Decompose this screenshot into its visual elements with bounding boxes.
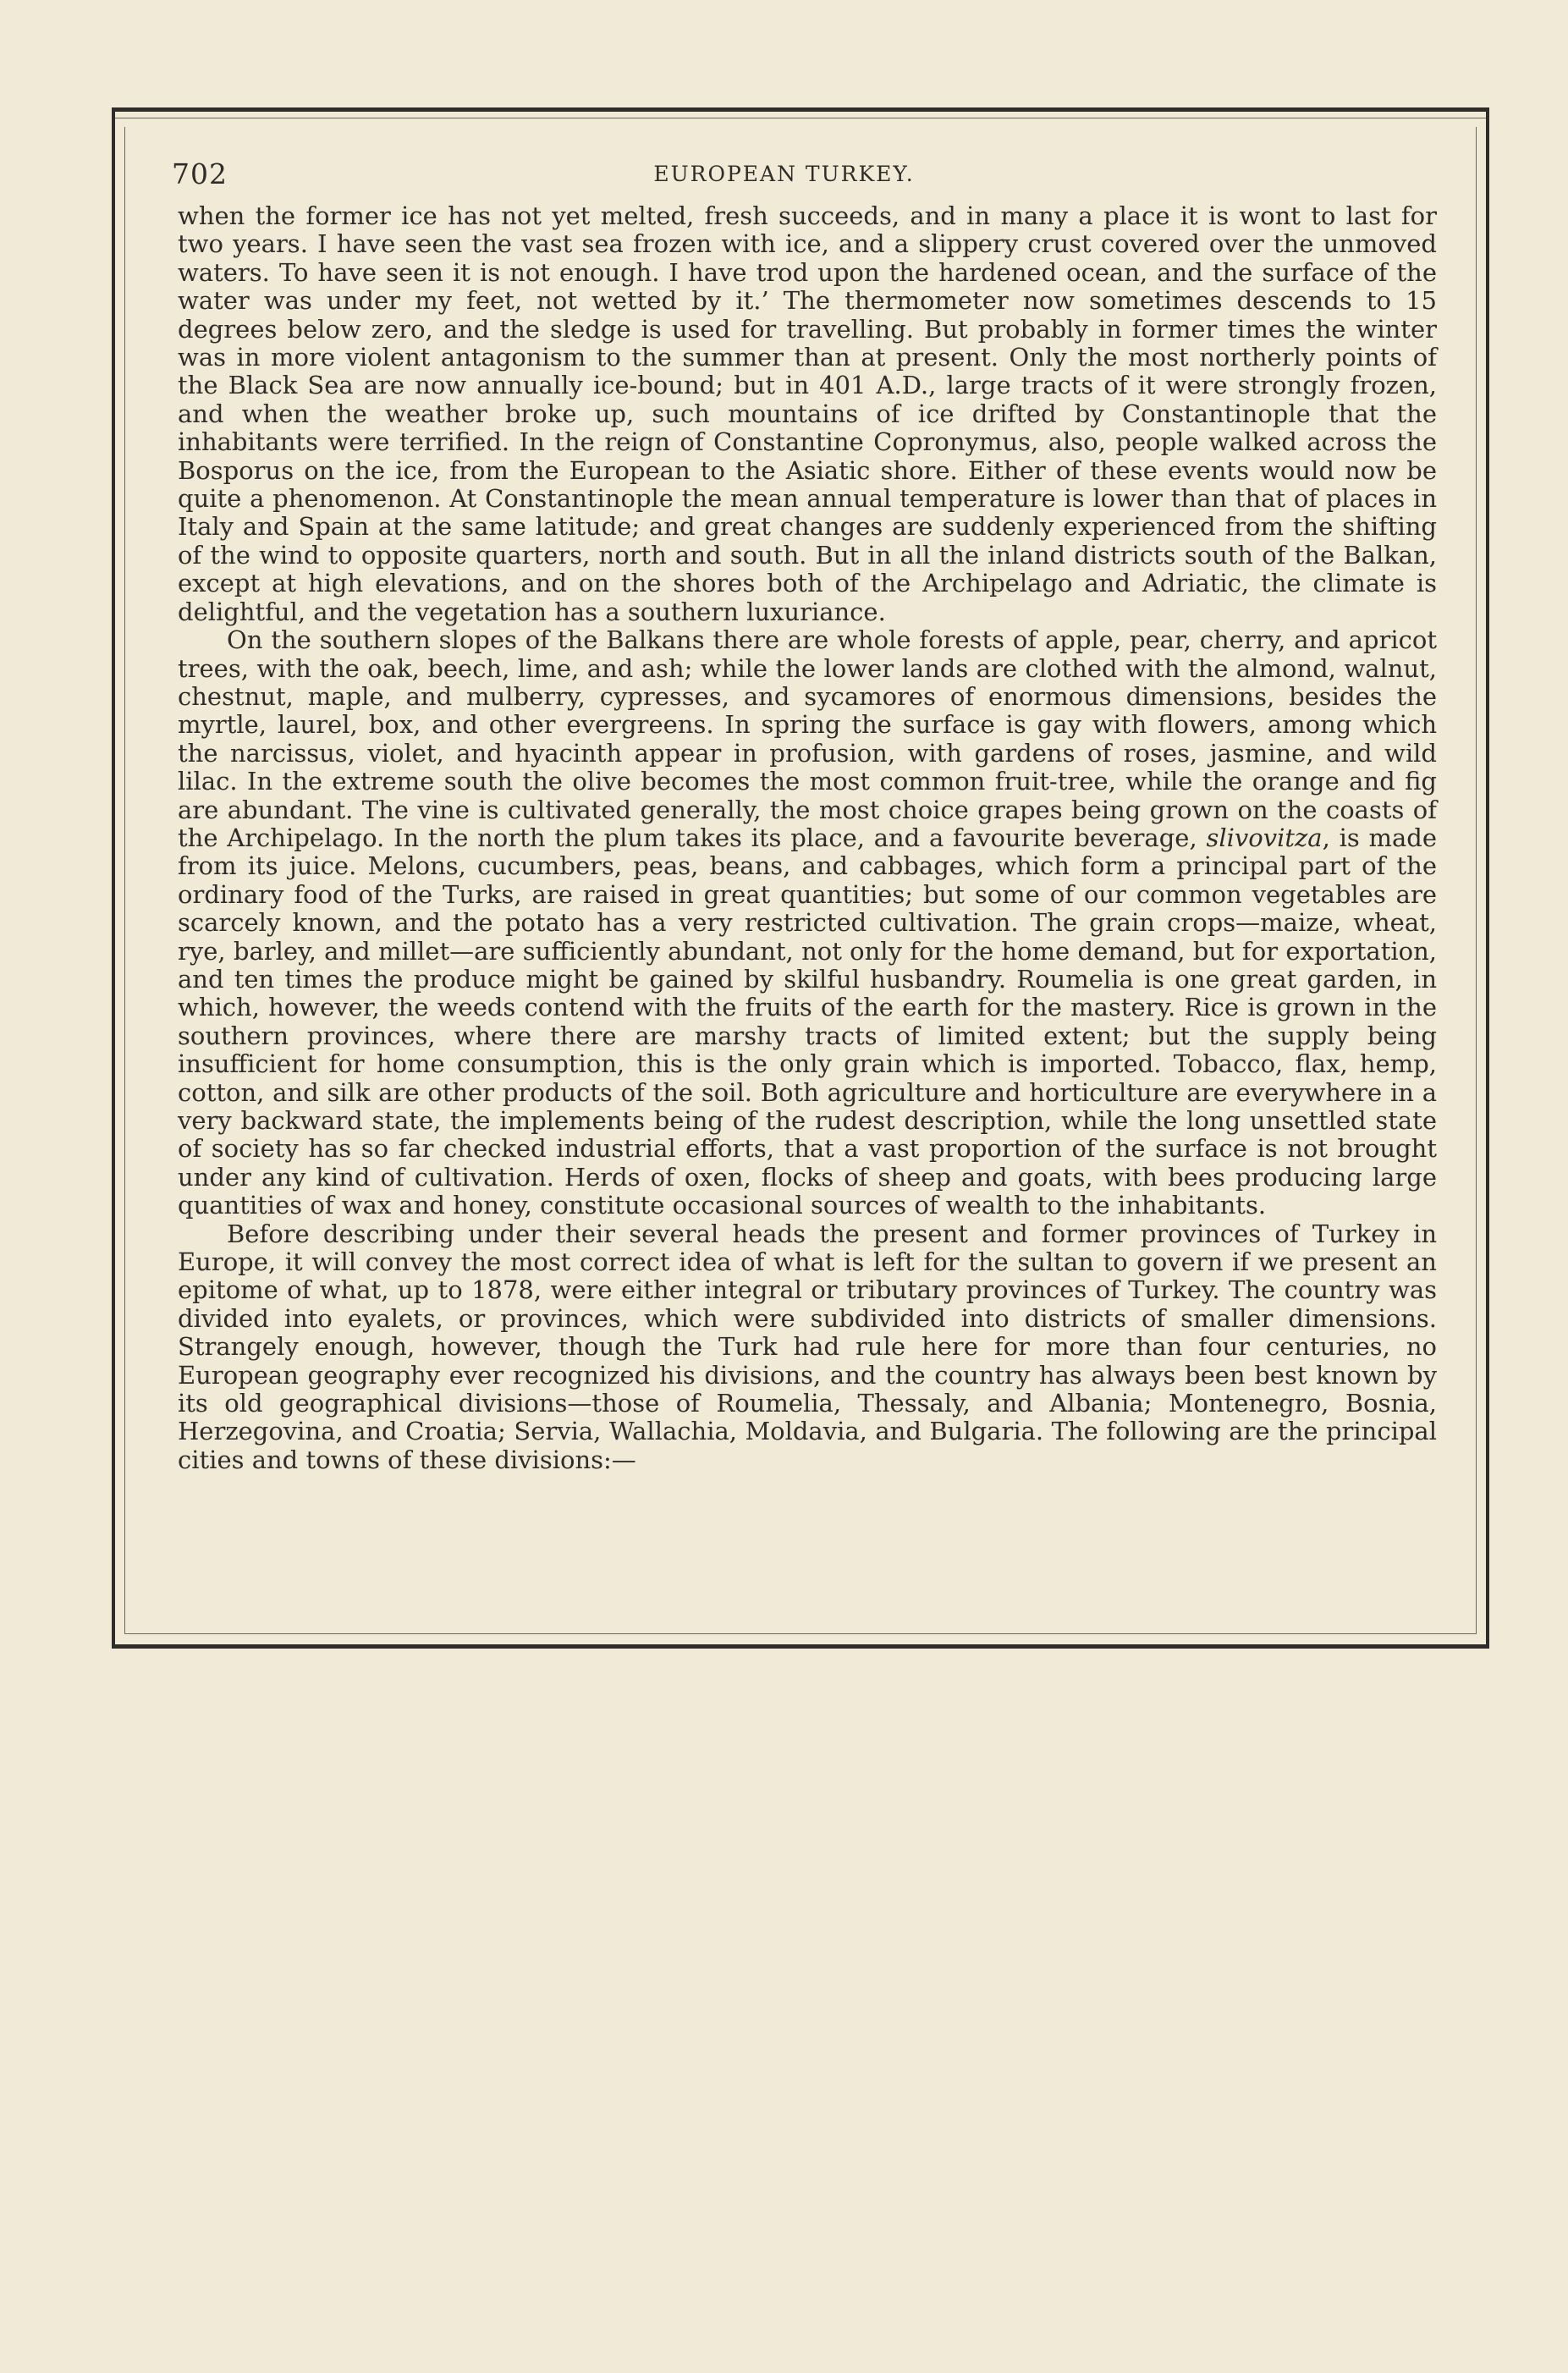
paragraph-continued	[178, 202, 1437, 626]
frame-bottom-thin-rule	[124, 1633, 1477, 1634]
frame-bottom-thick-rule	[112, 1644, 1489, 1649]
paragraph-vegetation	[178, 626, 1437, 1220]
frame-right-inner-rule	[1476, 127, 1477, 1633]
paragraph-text: when the former ice has not yet melted, fresh succeeds, and in many a place it is wont to last for two years. I have seen the vast sea frozen with ice, and a slippery crust covered over the unmoved waters. To have seen it is not enough. I have trod upon the hardened ocean, and the surface of the water was under my feet, not wetted by it.’ The thermometer now sometimes descends to 15 degrees below zero, and the sledge is used for travelling. But probably in former times the winter was in more violent antagonism to the summer than at present. Only the most northerly points of the Black Sea are now annually ice-bound; but in 401 A.D., large tracts of it were strongly frozen, and when the weather broke up, such mountains of ice drifted by Constantinople that the inhabitants were terrified. In the reign of Constantine Copronymus, also, people walked across the Bosporus on the ice, from the European to the Asiatic shore. Either of these events would now be quite a phenomenon. At Constantinople the mean annual temperature is lower than that of places in Italy and Spain at the same latitude; and great changes are suddenly experienced from the shifting of the wind to opposite quarters, north and south. But in all the inland districts south of the Balkan, except at high elevations, and on the shores both of the Archipelago and Adriatic, the climate is delightful, and the vegetation has a southern luxuriance.	[178, 201, 1437, 626]
paragraph-text: Before describing under their several heads the present and former provinces of Turkey in Europe, it will convey the most correct idea of what is left for the sultan to govern if we present an epitome of what, up to 1878, were either integral or tributary provinces of Turkey. The country was divided into eyalets, or provinces, which were subdivided into districts of smaller dimensions. Strangely enough, however, though the Turk had rule here for more than four centuries, no European geography ever recognized his divisions, and the country has always been best known by its old geographical divisions—those of Roumelia, Thessaly, and Albania; Montenegro, Bosnia, Herzegovina, and Croatia; Servia, Wallachia, Moldavia, and Bulgaria. The following are the principal cities and towns of these divisions:—	[178, 1219, 1437, 1474]
page-number: 702	[172, 157, 228, 190]
frame-right-outer-rule	[1486, 107, 1489, 1648]
frame-left-inner-rule	[124, 127, 125, 1633]
running-head: EUROPEAN TURKEY.	[653, 162, 915, 186]
frame-top-thick-rule	[112, 107, 1489, 112]
paragraph-text: On the southern slopes of the Balkans there are whole forests of apple, pear, cherry, and apricot trees, with the oak, beech, lime, and ash; while the lower lands are clothed with the almond, walnut, chestnut, maple, and mulberry, cypresses, and sycamores of enormous dimensions, besides the myrtle, laurel, box, and other evergreens. In spring the surface is gay with flowers, among which the narcissus, violet, and hyacinth appear in profusion, with gardens of roses, jasmine, and wild lilac. In the extreme south the olive becomes the most common fruit-tree, while the orange and fig are abundant. The vine is cultivated generally, the most choice grapes being grown on the coasts of the Archipelago. In the north the plum takes its place, and a favourite beverage,	[178, 625, 1437, 852]
frame-left-outer-rule	[112, 107, 115, 1648]
italic-term-slivovitza: slivovitza	[1206, 823, 1323, 852]
paragraph-text: , is made from its juice. Melons, cucumbers, peas, beans, and cabbages, which form a principal part of the ordinary food of the Turks, are raised in great quantities; but some of our common vegetables are scarcely known, and the potato has a very restricted cultivation. The grain crops—maize, wheat, rye, barley, and millet—are sufficiently abundant, not only for the home demand, but for exportation, and ten times the produce might be gained by skilful husbandry. Roumelia is one great garden, in which, however, the weeds contend with the fruits of the earth for the mastery. Rice is grown in the southern provinces, where there are marshy tracts of limited extent; but the supply being insufficient for home consumption, this is the only grain which is imported. Tobacco, flax, hemp, cotton, and silk are other products of the soil. Both agriculture and horticulture are everywhere in a very backward state, the implements being of the rudest description, while the long unsettled state of society has so far checked industrial efforts, that a vast proportion of the surface is not brought under any kind of cultivation. Herds of oxen, flocks of sheep and goats, with bees producing large quantities of wax and honey, constitute occasional sources of wealth to the inhabitants.	[178, 823, 1438, 1220]
body-text	[178, 202, 1437, 1474]
paragraph-provinces	[178, 1220, 1437, 1475]
